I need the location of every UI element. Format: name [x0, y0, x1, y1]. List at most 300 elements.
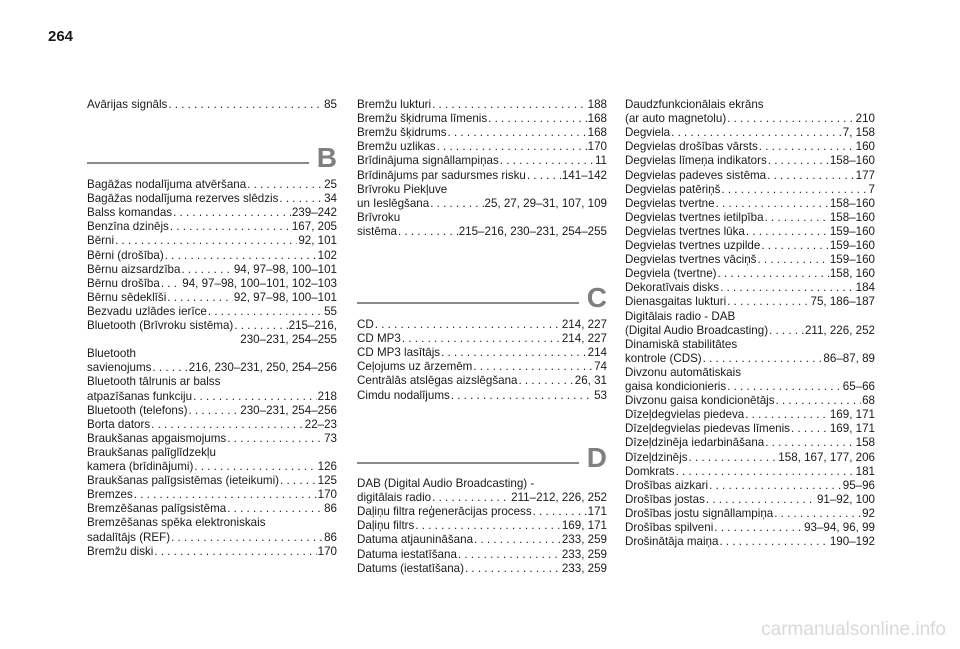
entry-pages: 170 [317, 544, 337, 558]
entry-term: Centrālās atslēgas aizslēgšana [357, 374, 518, 388]
entry-term: Drošības aizkari [625, 478, 709, 492]
entry-pages: 168 [587, 112, 607, 126]
dot-leader [168, 98, 323, 112]
dot-leader [451, 389, 593, 403]
index-entry [87, 390, 337, 404]
entry-pages: 25, 27, 29–31, 107, 109 [484, 196, 607, 210]
index-entry [357, 169, 607, 183]
entry-pages: 170 [587, 140, 607, 154]
dot-leader [746, 225, 829, 239]
index-entry [357, 533, 607, 547]
index-entry [357, 562, 607, 576]
index-entry [87, 192, 337, 206]
dot-leader [152, 361, 187, 375]
dot-leader [194, 460, 316, 474]
entry-term: gaisa kondicionieris [625, 380, 727, 393]
entry-term: Braukšanas apgaismojums [87, 431, 227, 445]
index-entry: Bluetooth [87, 347, 136, 361]
entry-term: digitālais radio [357, 491, 432, 505]
dot-leader [714, 521, 803, 535]
entry-term: Braukšanas palīgsistēmas (ieteikumi) [87, 474, 280, 488]
section-header-c [357, 282, 607, 314]
index-entry [625, 521, 875, 535]
entry-pages: 141–142 [561, 168, 607, 182]
entry-term: Degvielas tvertnes uzpilde [625, 239, 761, 252]
entry-term: Degvielas patēriņš [625, 182, 721, 196]
entry-pages: 168 [587, 126, 607, 140]
dot-leader [448, 126, 587, 140]
dot-leader [518, 374, 573, 388]
dot-leader [398, 225, 458, 239]
entry-pages: 158–160 [829, 196, 875, 210]
entry-term: Divzonu gaisa kondicionētājs [625, 394, 775, 408]
entry-term: Avārijas signāls [87, 98, 168, 111]
index-entry [625, 380, 875, 394]
index-entry [87, 545, 337, 559]
dot-leader [280, 474, 317, 488]
dot-leader [703, 352, 823, 366]
dot-leader [171, 531, 323, 545]
entry-pages: 230–231, 254–256 [240, 403, 337, 417]
index-entry [625, 267, 875, 281]
dot-leader [227, 502, 323, 516]
index-entry: DAB (Digital Audio Broadcasting) - [357, 477, 535, 490]
index-entry [625, 225, 875, 239]
index-entry [357, 360, 607, 374]
index-entry [625, 140, 875, 154]
entry-pages: 86 [324, 530, 337, 544]
entry-pages: 22–23 [304, 417, 337, 431]
dot-leader [151, 418, 304, 432]
entry-term: atpazīšanas funkciju [87, 389, 193, 403]
entry-pages: 95–96 [842, 478, 875, 492]
index-entry [357, 389, 607, 403]
entry-term: Bremzes [87, 488, 133, 502]
index-entry [87, 404, 337, 418]
index-entry: Brīvroku [357, 210, 401, 224]
entry-term: Balss komandas [87, 206, 173, 220]
index-entry [357, 548, 607, 562]
entry-term: CD [357, 318, 374, 331]
entry-term: savienojums [87, 361, 152, 375]
index-entry [625, 352, 875, 366]
index-entry [357, 197, 607, 211]
entry-term: Dīzeļdzinēja iedarbināšana [625, 436, 765, 450]
index-entry: Brīvroku Piekļuve [357, 182, 448, 196]
entry-pages: 215–216, 230–231, 254–255 [458, 224, 607, 238]
dot-leader [473, 360, 593, 374]
index-entry [87, 460, 337, 474]
dot-leader [432, 491, 510, 505]
entry-pages: 25 [324, 178, 337, 191]
watermark: carmanualsonline.info [761, 619, 946, 640]
entry-term: Benzīna dzinējs [87, 220, 169, 234]
index-entry [625, 479, 875, 493]
dot-leader [791, 422, 829, 436]
index-entry [625, 408, 875, 422]
index-entry [625, 197, 875, 211]
entry-term: Degvielas tvertnes lūka [625, 224, 745, 238]
entry-term: Bremžu šķidrums [357, 126, 447, 140]
dot-leader [165, 249, 317, 263]
dot-leader [154, 545, 316, 559]
dot-leader [727, 295, 809, 309]
entry-term: Bagāžas nodalījuma rezerves slēdzis [87, 192, 279, 206]
entry-pages: 158, 167, 177, 206 [778, 450, 875, 464]
dot-leader [689, 451, 778, 465]
entry-pages: 214 [587, 346, 607, 360]
index-entry [87, 220, 337, 234]
index-entry [357, 318, 607, 332]
dot-leader [441, 346, 587, 360]
index-entry [357, 332, 607, 346]
entry-pages: 233, 259 [561, 533, 607, 547]
index-entry [625, 183, 875, 197]
dot-leader [474, 533, 561, 547]
entry-pages: 91–92, 100 [816, 492, 875, 506]
section-header-b [87, 142, 337, 174]
entry-pages: 7, 158 [842, 126, 875, 140]
section-header-d [357, 442, 607, 474]
index-entry [625, 465, 875, 479]
entry-term: Dīzeļdegvielas piedeva [625, 408, 745, 422]
entry-pages: 184 [855, 281, 875, 295]
index-entry [87, 249, 337, 263]
index-entry [625, 126, 875, 140]
dot-leader [769, 324, 804, 338]
entry-pages: 7 [868, 182, 875, 196]
entry-pages: 167, 205 [291, 220, 337, 234]
index-entry [87, 418, 337, 432]
index-entry [357, 374, 607, 388]
entry-term: Daļiņu filtra reģenerācijas process [357, 505, 532, 519]
index-entry [357, 491, 607, 505]
section-letter: B [316, 142, 337, 173]
section-letter: C [586, 282, 607, 313]
dot-leader [173, 206, 291, 220]
dot-leader [161, 277, 181, 291]
index-entry [625, 493, 875, 507]
entry-pages: 85 [324, 98, 337, 111]
dot-leader [765, 211, 829, 225]
dot-leader [706, 493, 816, 507]
entry-term: Bērni (drošība) [87, 248, 164, 262]
dot-leader [234, 319, 287, 333]
dot-leader [279, 192, 323, 206]
index-entry [87, 291, 337, 305]
dot-leader [465, 562, 561, 576]
entry-term: Daļiņu filtrs [357, 519, 415, 533]
dot-leader [189, 404, 240, 418]
index-entry [87, 206, 337, 220]
entry-pages: 93–94, 96, 99 [804, 521, 875, 534]
entry-pages: 94, 97–98, 100–101 [233, 262, 337, 276]
index-entry [357, 140, 607, 154]
entry-term: Degvielas līmeņa indikators [625, 154, 767, 168]
dot-leader [759, 140, 855, 154]
entry-pages: 214, 227 [561, 318, 607, 331]
entry-pages: 65–66 [842, 380, 875, 393]
dot-leader [227, 432, 323, 446]
entry-term: Datums (iestatīšana) [357, 561, 464, 575]
dot-leader [488, 112, 587, 126]
index-entry [357, 154, 607, 168]
index-entry [87, 263, 337, 277]
entry-pages: 171 [587, 505, 607, 519]
entry-pages: 169, 171 [829, 408, 875, 422]
entry-term: Degviela (tvertne) [625, 267, 717, 281]
dot-leader [115, 234, 297, 248]
dot-leader [170, 220, 291, 234]
entry-term: Cimdu nodalījums [357, 388, 450, 402]
entry-pages: 214, 227 [561, 332, 607, 346]
dot-leader [375, 318, 561, 332]
dot-leader [776, 394, 862, 408]
entry-pages: 75, 186–187 [810, 295, 875, 309]
index-entry [625, 295, 875, 309]
entry-pages: 188 [587, 98, 607, 111]
entry-term: Bremžu lukturi [357, 98, 432, 111]
dot-leader [193, 390, 317, 404]
entry-term: Degvielas drošības vārsts [625, 140, 758, 154]
entry-pages: 102 [317, 248, 337, 262]
entry-pages: 68 [862, 394, 875, 408]
entry-term: un Ieslēgšana [357, 196, 430, 210]
entry-pages: 215–216, [288, 319, 337, 332]
entry-term: Bremžu uzlikas [357, 140, 436, 154]
dot-leader [716, 197, 829, 211]
entry-term: Bluetooth (telefons) [87, 403, 188, 417]
entry-pages: 211, 226, 252 [804, 323, 875, 337]
entry-term: Domkrats [625, 464, 675, 478]
dot-leader [247, 178, 323, 192]
index-entry: 230–231, 254–255 [240, 333, 337, 347]
entry-term: CD MP3 [357, 332, 401, 346]
index-entry [357, 346, 607, 360]
entry-term: Dīzeļdzinējs [625, 450, 688, 464]
entry-term: Bērni [87, 234, 115, 248]
index-entry [87, 305, 337, 319]
entry-pages: 218 [317, 389, 337, 403]
entry-term: Borta dators [87, 417, 151, 431]
index-entry [87, 361, 337, 375]
index-entry: Dinamiskā stabilitātes [625, 337, 738, 351]
index-entry [625, 535, 875, 549]
dot-leader [768, 154, 829, 168]
index-entry [357, 225, 607, 239]
dot-leader [181, 263, 232, 277]
entry-term: Bagāžas nodalījuma atvēršana [87, 178, 247, 191]
entry-term: Bērnu drošība [87, 276, 160, 290]
entry-pages: 158–160 [829, 154, 875, 168]
index-entry: Daudzfunkcionālais ekrāns [625, 98, 764, 111]
index-entry [357, 98, 607, 112]
section-rule [357, 302, 579, 304]
dot-leader [767, 169, 855, 183]
index-entry [625, 211, 875, 225]
dot-leader [720, 281, 855, 295]
entry-term: Bremžu diski [87, 544, 154, 558]
dot-leader [709, 479, 842, 493]
dot-leader [745, 408, 829, 422]
entry-pages: 159–160 [829, 253, 875, 267]
dot-leader [774, 507, 861, 521]
index-entry: Bluetooth tālrunis ar balss [87, 375, 221, 389]
entry-term: Dekoratīvais disks [625, 281, 720, 295]
index-entry [357, 126, 607, 140]
entry-term: Bezvadu uzlādes ierīce [87, 304, 207, 318]
dot-leader [415, 519, 561, 533]
section-letter: D [586, 442, 607, 473]
index-entry [625, 239, 875, 253]
entry-pages: 73 [324, 431, 337, 445]
index-entry [87, 502, 337, 516]
entry-pages: 92, 101 [298, 234, 337, 248]
entry-pages: 92, 97–98, 100–101 [233, 290, 337, 304]
index-entry: Bremzēšanas spēka elektroniskais [87, 516, 266, 530]
entry-pages: 170 [317, 488, 337, 502]
index-entry [625, 154, 875, 168]
entry-pages: 190–192 [829, 535, 875, 549]
dot-leader [676, 465, 855, 479]
entry-pages: 74 [594, 360, 607, 374]
index-entry [625, 324, 875, 338]
section-rule [87, 162, 309, 164]
entry-term: sadalītājs (REF) [87, 530, 171, 544]
dot-leader [533, 505, 587, 519]
dot-leader [208, 305, 323, 319]
dot-leader [432, 98, 587, 112]
entry-term: Degvielas tvertne [625, 196, 715, 210]
entry-term: Drošinātāja maiņa [625, 535, 719, 549]
entry-term: Bērnu sēdeklīši [87, 290, 167, 304]
entry-pages: 169, 171 [561, 519, 607, 533]
index-entry [625, 253, 875, 267]
index-entry [87, 488, 337, 502]
index-entry: Digitālais radio - DAB [625, 309, 736, 323]
index-entry [87, 234, 337, 248]
entry-pages: 55 [324, 304, 337, 318]
entry-pages: 158 [855, 436, 875, 450]
dot-leader [671, 126, 842, 140]
index-entry [625, 451, 875, 465]
dot-leader [500, 154, 594, 168]
entry-term: Degvielas tvertnes ietilpība [625, 210, 764, 224]
entry-term: Datuma iestatīšana [357, 547, 457, 561]
section-rule [357, 462, 579, 464]
entry-term: Bremžu šķidruma līmenis [357, 112, 488, 126]
dot-leader [437, 140, 587, 154]
index-entry [625, 422, 875, 436]
entry-pages: 86 [324, 502, 337, 516]
dot-leader [527, 169, 561, 183]
entry-term: (Digital Audio Broadcasting) [625, 323, 769, 337]
entry-pages: 210 [855, 112, 875, 126]
entry-pages: 159–160 [829, 224, 875, 238]
entry-pages: 239–242 [291, 206, 337, 220]
entry-term: Datuma atjaunināšana [357, 533, 474, 547]
entry-pages: 158–160 [829, 210, 875, 224]
entry-pages: 158, 160 [829, 267, 875, 281]
entry-pages: 233, 259 [561, 547, 607, 561]
index-entry [87, 432, 337, 446]
entry-term: Ceļojums uz ārzemēm [357, 360, 473, 374]
dot-leader [458, 548, 561, 562]
entry-term: Bluetooth (Brīvroku sistēma) [87, 319, 234, 332]
entry-pages: 34 [324, 192, 337, 206]
index-entry [625, 112, 875, 126]
entry-term: Dienasgaitas lukturi [625, 295, 727, 309]
entry-term: (ar auto magnetolu) [625, 112, 727, 126]
page-number: 264 [48, 28, 74, 45]
index-entry [87, 178, 337, 192]
index-entry [87, 474, 337, 488]
entry-term: Degvielas padeves sistēma [625, 168, 767, 182]
dot-leader [134, 488, 317, 502]
entry-pages: 11 [594, 154, 607, 168]
index-entry [625, 394, 875, 408]
entry-term: kamera (brīdinājumi) [87, 460, 194, 473]
entry-term: Drošības jostas [625, 492, 705, 506]
index-entry [625, 281, 875, 295]
entry-term: Brīdinājuma signāllampiņas [357, 154, 499, 168]
dot-leader [757, 253, 828, 267]
entry-pages: 181 [855, 464, 875, 478]
entry-term: Bērnu aizsardzība [87, 262, 181, 276]
index-entry [87, 319, 337, 333]
entry-term: sistēma [357, 224, 397, 238]
dot-leader [727, 380, 842, 394]
index-entry [357, 112, 607, 126]
entry-term: Brīdinājums par sadursmes risku [357, 168, 526, 182]
entry-pages: 160 [855, 140, 875, 154]
dot-leader [727, 112, 854, 126]
index-entry [357, 519, 607, 533]
entry-pages: 125 [317, 474, 337, 488]
dot-leader [402, 332, 561, 346]
entry-pages: 159–160 [829, 239, 875, 252]
entry-pages: 53 [594, 388, 607, 402]
entry-term: Degvielas tvertnes vāciņš [625, 253, 757, 267]
entry-pages: 169, 171 [829, 422, 875, 436]
entry-pages: 86–87, 89 [823, 351, 875, 365]
dot-leader [719, 535, 828, 549]
dot-leader [761, 239, 829, 253]
entry-term: CD MP3 lasītājs [357, 346, 441, 360]
entry-pages: 177 [855, 168, 875, 182]
dot-leader [765, 436, 854, 450]
entry-pages: 126 [317, 460, 337, 473]
entry-pages: 94, 97–98, 100–101, 102–103 [182, 276, 337, 290]
entry-pages: 26, 31 [574, 374, 607, 388]
dot-leader [718, 267, 829, 281]
dot-leader [721, 183, 867, 197]
dot-leader [167, 291, 233, 305]
dot-leader [430, 197, 483, 211]
entry-pages: 211–212, 226, 252 [511, 491, 607, 505]
index-entry: Divzonu automātiskais [625, 365, 741, 379]
index-entry [625, 436, 875, 450]
entry-term: Bremzēšanas palīgsistēma [87, 502, 227, 516]
index-entry [87, 98, 337, 112]
index-entry [87, 531, 337, 545]
index-entry: Braukšanas palīglīdzekļu [87, 445, 216, 459]
entry-pages: 233, 259 [561, 561, 607, 575]
index-entry [87, 277, 337, 291]
index-entry [625, 507, 875, 521]
entry-term: kontrole (CDS) [625, 351, 702, 365]
index-entry [625, 169, 875, 183]
